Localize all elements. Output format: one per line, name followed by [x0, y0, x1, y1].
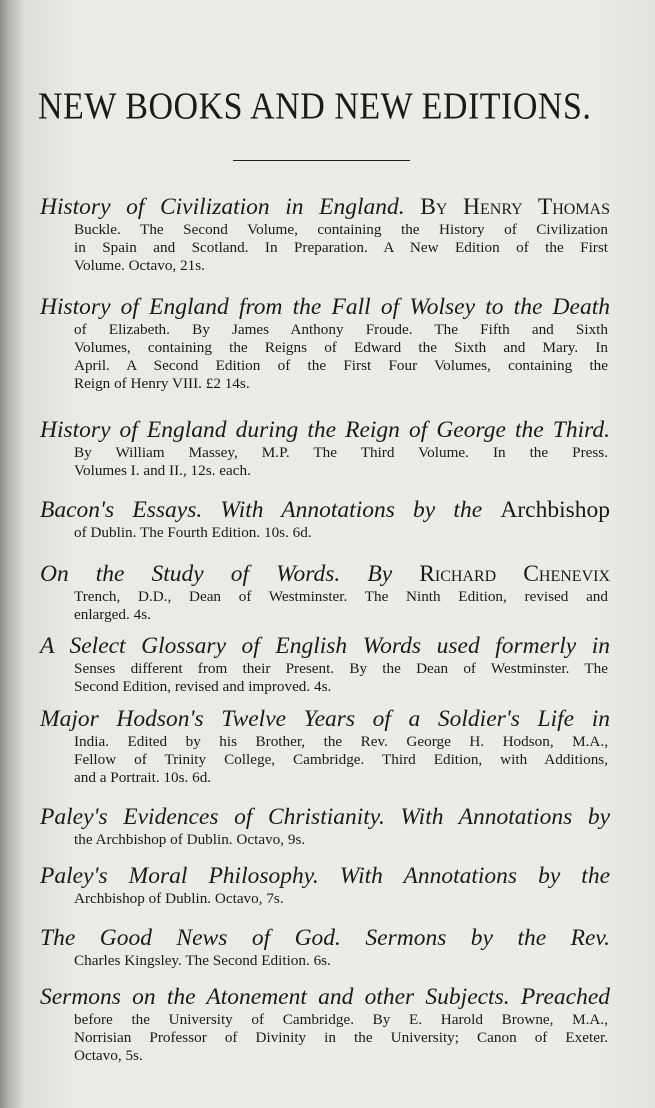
entry-line: before the University of Cambridge. By E. Harold Browne, M.A., [74, 1011, 608, 1028]
entry-title: History of England during the Reign of George the Third. [40, 417, 610, 443]
entry-description [74, 660, 608, 696]
entry-line: and a Portrait. 10s. 6d. [74, 769, 212, 786]
entry-line: Fellow of Trinity College, Cambridge. Third Edition, with Additions, [74, 751, 608, 768]
book-entry-bacon [40, 496, 610, 542]
book-entry-froude [40, 293, 610, 393]
entry-description [74, 588, 608, 624]
entry-line: Archbishop of Dublin. Octavo, 7s. [74, 890, 284, 907]
entry-description [74, 321, 608, 393]
entry-line: April. A Second Edition of the First Four Volumes, containing the [74, 357, 608, 374]
entry-line: Volumes I. and II., 12s. each. [74, 462, 251, 479]
book-entry-massey [40, 416, 610, 480]
entry-description [74, 890, 608, 908]
title-text: Bacon's Essays. With Annotations by the [40, 497, 483, 523]
entry-line: Octavo, 5s. [74, 1047, 143, 1064]
book-entry-trench [40, 560, 610, 624]
author-text: By Henry Thomas [420, 194, 610, 220]
title-tail-text: Archbishop [500, 497, 611, 523]
entry-line: Buckle. The Second Volume, containing the History of Civilization [74, 221, 608, 238]
heading-rule [233, 160, 410, 161]
entry-description [74, 831, 608, 849]
entry-line: Reign of Henry VIII. £2 14s. [74, 375, 250, 392]
entry-line: of Dublin. The Fourth Edition. 10s. 6d. [74, 524, 312, 541]
book-entry-kingsley [40, 924, 610, 970]
page-heading: NEW BOOKS AND NEW EDITIONS. [38, 86, 592, 128]
entry-description [74, 1011, 608, 1065]
entry-line: of Elizabeth. By James Anthony Froude. The Fifth and Sixth [74, 321, 608, 338]
title-text: On the Study of Words. By [40, 561, 393, 587]
entry-description [74, 952, 608, 970]
entry-line: Charles Kingsley. The Second Edition. 6s. [74, 952, 331, 969]
entry-line: Norrisian Professor of Divinity in the University; Canon of Exeter. [74, 1029, 608, 1046]
book-spine-shadow [0, 0, 22, 1108]
entry-description [74, 221, 608, 275]
title-text: History of Civilization in England. [40, 194, 405, 220]
entry-title: History of England from the Fall of Wolsey to the Death [40, 294, 610, 320]
entry-description [74, 524, 608, 542]
entry-title: Major Hodson's Twelve Years of a Soldier's Life in [40, 706, 610, 732]
book-entry-hodson [40, 705, 610, 787]
entry-description [74, 444, 608, 480]
entry-title: Sermons on the Atonement and other Subjects. Preached [40, 984, 610, 1010]
entry-line: the Archbishop of Dublin. Octavo, 9s. [74, 831, 306, 848]
entry-description [74, 733, 608, 787]
entry-line: Senses different from their Present. By the Dean of Westminster. The [74, 660, 608, 677]
entry-title: A Select Glossary of English Words used formerly in [40, 633, 610, 659]
entry-line: Volume. Octavo, 21s. [74, 257, 205, 274]
entry-title: Paley's Moral Philosophy. With Annotations by the [40, 863, 610, 889]
entry-title [40, 560, 610, 588]
book-entry-glossary [40, 632, 610, 696]
book-entry-paley-moral [40, 862, 610, 908]
entry-line: India. Edited by his Brother, the Rev. George H. Hodson, M.A., [74, 733, 608, 750]
book-entry-paley-evidences [40, 803, 610, 849]
author-text: Richard Chenevix [419, 561, 611, 587]
entry-line: Trench, D.D., Dean of Westminster. The Ninth Edition, revised and [74, 588, 608, 605]
entry-line: By William Massey, M.P. The Third Volume. In the Press. [74, 444, 608, 461]
entry-title [40, 496, 610, 524]
entry-title: Paley's Evidences of Christianity. With Annotations by [40, 804, 610, 830]
entry-line: in Spain and Scotland. In Preparation. A New Edition of the First [74, 239, 608, 256]
entry-line: Second Edition, revised and improved. 4s. [74, 678, 332, 695]
entry-line: enlarged. 4s. [74, 606, 151, 623]
entry-title: The Good News of God. Sermons by the Rev. [40, 925, 610, 951]
entry-line: Volumes, containing the Reigns of Edward the Sixth and Mary. In [74, 339, 608, 356]
entry-title [40, 193, 610, 221]
book-entry-browne [40, 983, 610, 1065]
book-entry-civilization [40, 193, 610, 275]
